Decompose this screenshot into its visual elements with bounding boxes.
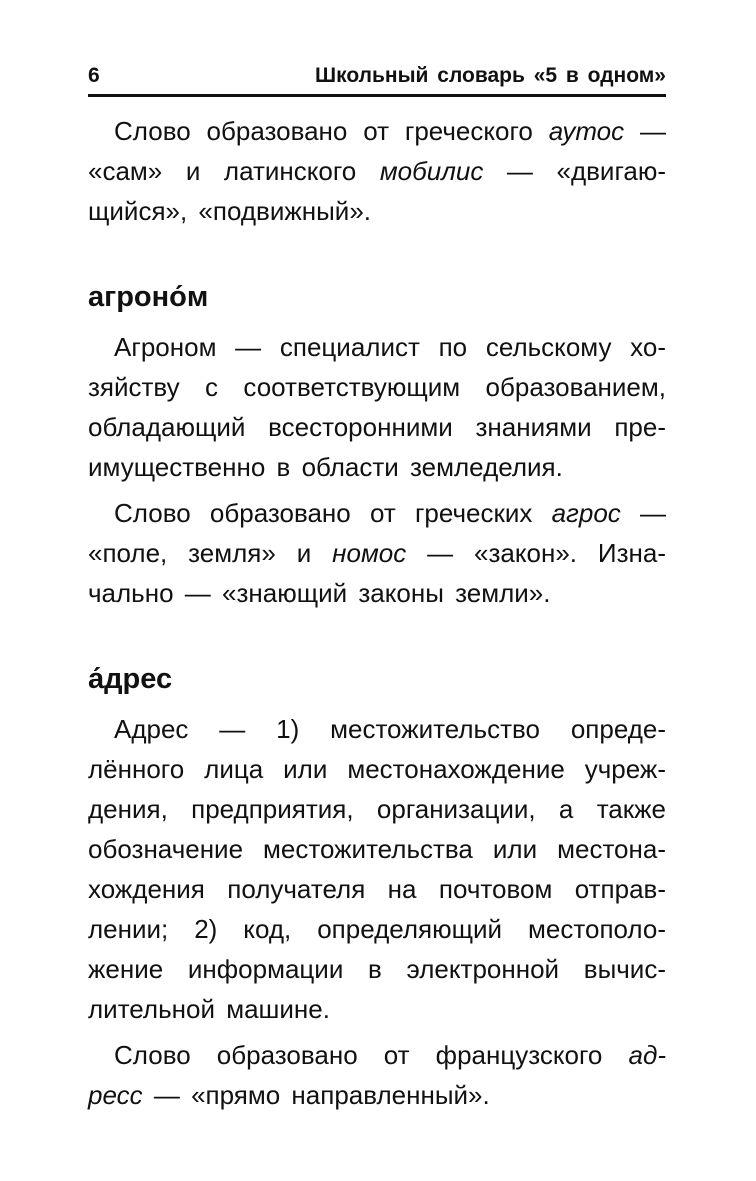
italic-term: агрос [551, 498, 621, 528]
etymology-paragraph [88, 493, 666, 613]
text-line: щийся», «подвижный». [88, 196, 372, 226]
text-line: лённого лица или местонахождение учреж- [88, 754, 666, 784]
definition-paragraph [88, 327, 666, 487]
text-line: жение информации в электронной вычис- [88, 954, 666, 984]
headword: агроно́м [88, 281, 209, 313]
entry-agronom [88, 277, 666, 613]
text-line: ресс — «прямо направленный». [88, 1080, 490, 1110]
text-line: обозначение местожительства или местона- [88, 834, 666, 864]
definition-paragraph [88, 709, 666, 1029]
etymology-paragraph [88, 1035, 666, 1115]
text-line: «сам» и латинского мобилис — «двигаю- [88, 156, 666, 186]
page-number: 6 [88, 64, 100, 87]
book-page [88, 60, 666, 1115]
text-line: хождения получателя на почтовом отправ- [88, 874, 666, 904]
page-header [88, 60, 666, 97]
italic-term: аутос [548, 116, 625, 146]
text-line: Агроном — специалист по сельскому хо- [114, 332, 666, 362]
text-line: Слово образовано от греческих агрос — [114, 498, 666, 528]
text-line: имущественно в области земледелия. [88, 452, 563, 482]
text-line: Слово образовано от греческого аутос — [114, 116, 666, 146]
italic-term: мобилис [379, 156, 484, 186]
headword: а́дрес [88, 663, 173, 695]
text-line: «поле, земля» и номос — «закон». Изна- [88, 538, 667, 568]
page-body [88, 111, 666, 1115]
italic-term: ад- [628, 1040, 666, 1070]
italic-term: номос [332, 538, 407, 568]
text-line: чально — «знающий законы земли». [88, 578, 551, 608]
running-title: Школьный словарь «5 в одном» [315, 64, 666, 87]
text-line: лительной машине. [88, 994, 330, 1024]
entry-adres [88, 659, 666, 1115]
italic-term: ресс [88, 1080, 143, 1110]
intro-paragraph [88, 111, 666, 231]
text-line: лении; 2) код, определяющий местополо- [88, 914, 666, 944]
text-line: Слово образовано от французского ад- [114, 1040, 666, 1070]
text-line: Адрес — 1) местожительство опреде- [114, 714, 666, 744]
text-line: дения, предприятия, организации, а также [88, 794, 666, 824]
text-line: обладающий всесторонними знаниями пре- [88, 412, 666, 442]
text-line: зяйству с соответствующим образованием, [88, 372, 666, 402]
